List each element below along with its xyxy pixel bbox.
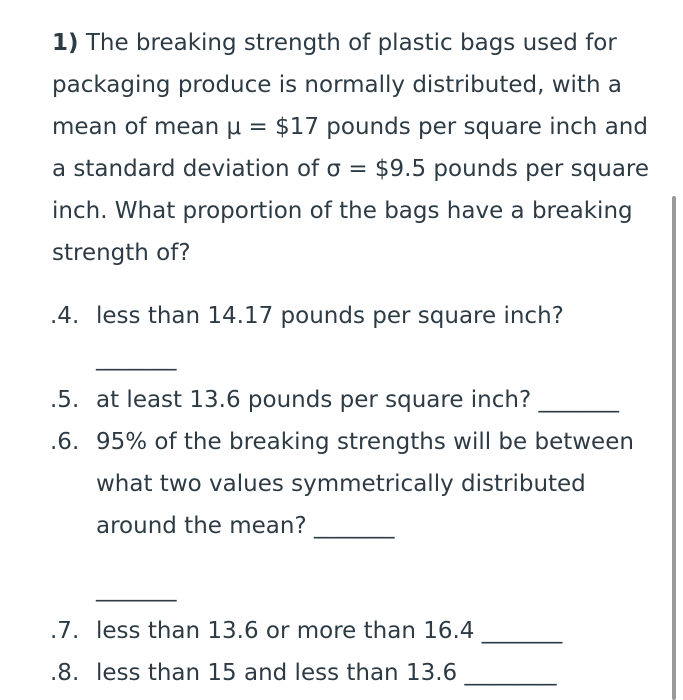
- item-marker: .6.: [50, 429, 80, 455]
- item-marker: .8.: [50, 660, 80, 686]
- question-page: [52, 22, 662, 694]
- item-text: at least 13.6 pounds per square inch?: [96, 387, 532, 413]
- item-text: 95% of the breaking strengths will be between what two values symmetrically distributed around the mean?: [96, 429, 634, 539]
- answer-blank: ________: [464, 660, 557, 686]
- scrollbar[interactable]: [672, 196, 676, 700]
- list-item-4: [52, 295, 662, 379]
- question-text: The breaking strength of plastic bags used for packaging produce is normally distributed, with a mean of mean μ = $17 pounds per square inch and a standard deviation of σ = $9.5 pounds per square inch. What proportion of the bags have a breaking strength of?: [52, 30, 650, 266]
- item-marker: .4.: [50, 303, 80, 329]
- list-item-7: [52, 610, 662, 652]
- answer-blank: _______: [96, 345, 177, 371]
- question-intro: [52, 22, 662, 274]
- answer-blank: _______: [481, 618, 563, 644]
- answer-blank: _______: [538, 387, 620, 413]
- list-item-6: [52, 421, 662, 610]
- item-text: less than 13.6 or more than 16.4: [96, 618, 475, 644]
- item-text: less than 15 and less than 13.6: [96, 660, 458, 686]
- answer-blank: _______: [314, 513, 395, 539]
- item-marker: .7.: [50, 618, 80, 644]
- answer-blank-second: _______: [96, 576, 177, 602]
- list-item-5: [52, 379, 662, 421]
- item-marker: .5.: [50, 387, 80, 413]
- item-text: less than 14.17 pounds per square inch?: [96, 303, 564, 329]
- question-number: 1): [52, 30, 79, 56]
- list-item-8: [52, 652, 662, 694]
